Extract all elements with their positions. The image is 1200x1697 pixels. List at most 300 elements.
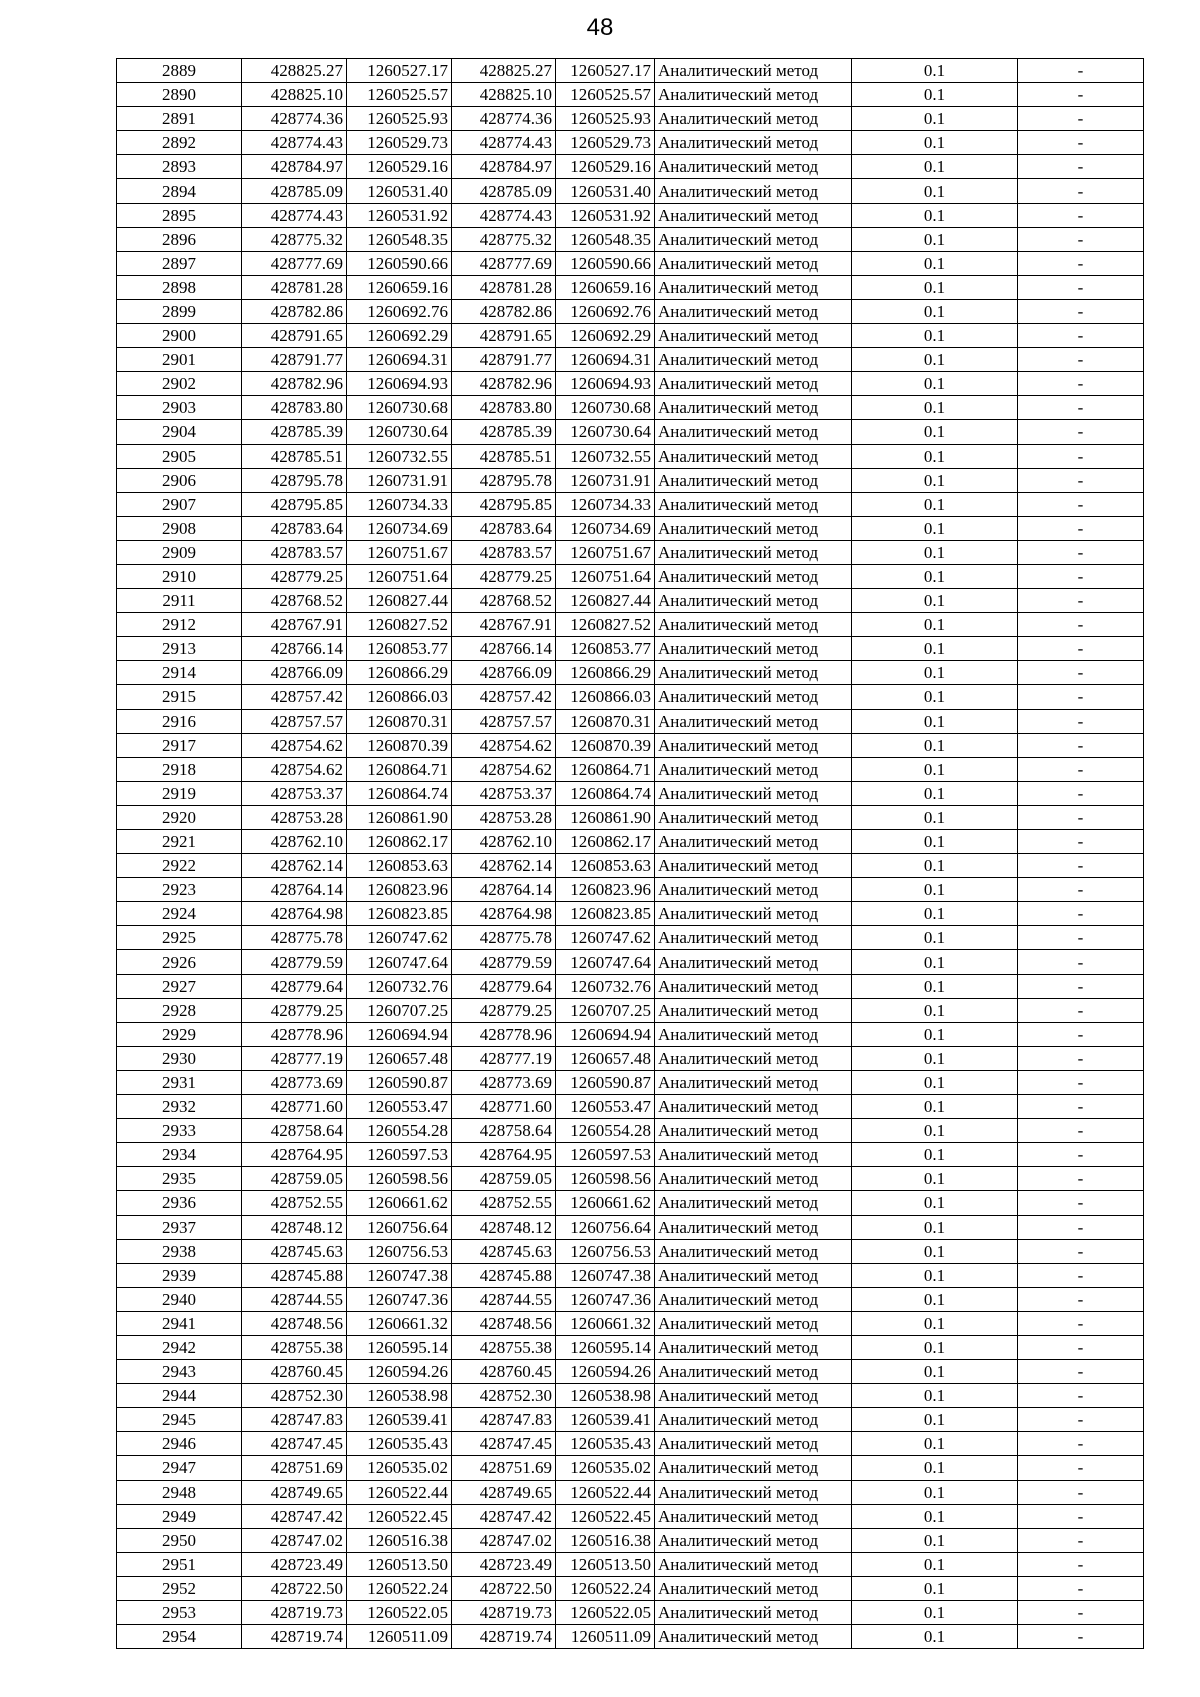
note-cell: - (1018, 516, 1144, 540)
x-coordinate-new: 428719.73 (452, 1601, 556, 1625)
point-number: 2945 (117, 1408, 242, 1432)
accuracy-cell: 0.1 (852, 854, 1018, 878)
x-coordinate: 428767.91 (242, 613, 347, 637)
x-coordinate: 428754.62 (242, 733, 347, 757)
accuracy-cell: 0.1 (852, 998, 1018, 1022)
y-coordinate: 1260864.74 (347, 781, 452, 805)
y-coordinate-new: 1260827.52 (556, 613, 655, 637)
accuracy-cell: 0.1 (852, 974, 1018, 998)
accuracy-cell: 0.1 (852, 830, 1018, 854)
table-row (117, 685, 1144, 709)
y-coordinate: 1260866.03 (347, 685, 452, 709)
point-number: 2947 (117, 1456, 242, 1480)
table-row (117, 1432, 1144, 1456)
table-row (117, 589, 1144, 613)
y-coordinate: 1260657.48 (347, 1046, 452, 1070)
x-coordinate: 428753.28 (242, 805, 347, 829)
x-coordinate: 428782.86 (242, 299, 347, 323)
method-cell: Аналитический метод (655, 1408, 852, 1432)
point-number: 2889 (117, 59, 242, 83)
y-coordinate: 1260823.96 (347, 878, 452, 902)
x-coordinate: 428774.43 (242, 131, 347, 155)
accuracy-cell: 0.1 (852, 613, 1018, 637)
y-coordinate: 1260747.64 (347, 950, 452, 974)
x-coordinate-new: 428753.28 (452, 805, 556, 829)
method-cell: Аналитический метод (655, 131, 852, 155)
method-cell: Аналитический метод (655, 324, 852, 348)
method-cell: Аналитический метод (655, 1432, 852, 1456)
note-cell: - (1018, 444, 1144, 468)
y-coordinate-new: 1260756.53 (556, 1239, 655, 1263)
accuracy-cell: 0.1 (852, 396, 1018, 420)
table-row (117, 781, 1144, 805)
accuracy-cell: 0.1 (852, 1456, 1018, 1480)
x-coordinate: 428783.80 (242, 396, 347, 420)
x-coordinate-new: 428825.10 (452, 83, 556, 107)
note-cell: - (1018, 1432, 1144, 1456)
point-number: 2932 (117, 1095, 242, 1119)
x-coordinate: 428775.78 (242, 926, 347, 950)
x-coordinate: 428785.39 (242, 420, 347, 444)
x-coordinate: 428779.25 (242, 564, 347, 588)
method-cell: Аналитический метод (655, 733, 852, 757)
x-coordinate: 428784.97 (242, 155, 347, 179)
note-cell: - (1018, 131, 1144, 155)
accuracy-cell: 0.1 (852, 1287, 1018, 1311)
y-coordinate-new: 1260823.96 (556, 878, 655, 902)
note-cell: - (1018, 878, 1144, 902)
note-cell: - (1018, 1263, 1144, 1287)
x-coordinate-new: 428747.42 (452, 1504, 556, 1528)
accuracy-cell: 0.1 (852, 275, 1018, 299)
accuracy-cell: 0.1 (852, 1143, 1018, 1167)
point-number: 2935 (117, 1167, 242, 1191)
method-cell: Аналитический метод (655, 805, 852, 829)
point-number: 2937 (117, 1215, 242, 1239)
point-number: 2891 (117, 107, 242, 131)
point-number: 2925 (117, 926, 242, 950)
x-coordinate-new: 428773.69 (452, 1070, 556, 1094)
accuracy-cell: 0.1 (852, 492, 1018, 516)
x-coordinate: 428764.98 (242, 902, 347, 926)
note-cell: - (1018, 781, 1144, 805)
x-coordinate-new: 428764.14 (452, 878, 556, 902)
y-coordinate-new: 1260853.63 (556, 854, 655, 878)
x-coordinate-new: 428779.64 (452, 974, 556, 998)
method-cell: Аналитический метод (655, 155, 852, 179)
y-coordinate: 1260823.85 (347, 902, 452, 926)
note-cell: - (1018, 396, 1144, 420)
y-coordinate: 1260525.57 (347, 83, 452, 107)
accuracy-cell: 0.1 (852, 1119, 1018, 1143)
accuracy-cell: 0.1 (852, 468, 1018, 492)
y-coordinate-new: 1260553.47 (556, 1095, 655, 1119)
point-number: 2912 (117, 613, 242, 637)
table-row (117, 131, 1144, 155)
note-cell: - (1018, 1215, 1144, 1239)
y-coordinate-new: 1260597.53 (556, 1143, 655, 1167)
y-coordinate: 1260527.17 (347, 59, 452, 83)
x-coordinate-new: 428785.09 (452, 179, 556, 203)
y-coordinate-new: 1260548.35 (556, 227, 655, 251)
accuracy-cell: 0.1 (852, 203, 1018, 227)
y-coordinate: 1260597.53 (347, 1143, 452, 1167)
y-coordinate: 1260598.56 (347, 1167, 452, 1191)
table-row (117, 902, 1144, 926)
y-coordinate: 1260535.43 (347, 1432, 452, 1456)
table-row (117, 299, 1144, 323)
x-coordinate-new: 428723.49 (452, 1552, 556, 1576)
y-coordinate: 1260732.76 (347, 974, 452, 998)
x-coordinate-new: 428755.38 (452, 1335, 556, 1359)
table-row (117, 107, 1144, 131)
y-coordinate-new: 1260525.57 (556, 83, 655, 107)
method-cell: Аналитический метод (655, 372, 852, 396)
point-number: 2899 (117, 299, 242, 323)
x-coordinate: 428723.49 (242, 1552, 347, 1576)
y-coordinate: 1260870.39 (347, 733, 452, 757)
coordinates-table (116, 58, 1144, 1649)
point-number: 2929 (117, 1022, 242, 1046)
table-row (117, 830, 1144, 854)
x-coordinate-new: 428775.78 (452, 926, 556, 950)
y-coordinate-new: 1260590.87 (556, 1070, 655, 1094)
x-coordinate-new: 428757.57 (452, 709, 556, 733)
accuracy-cell: 0.1 (852, 1335, 1018, 1359)
y-coordinate: 1260866.29 (347, 661, 452, 685)
accuracy-cell: 0.1 (852, 1408, 1018, 1432)
point-number: 2907 (117, 492, 242, 516)
x-coordinate: 428749.65 (242, 1480, 347, 1504)
accuracy-cell: 0.1 (852, 444, 1018, 468)
note-cell: - (1018, 637, 1144, 661)
x-coordinate: 428747.42 (242, 1504, 347, 1528)
x-coordinate-new: 428795.85 (452, 492, 556, 516)
x-coordinate-new: 428782.86 (452, 299, 556, 323)
note-cell: - (1018, 324, 1144, 348)
y-coordinate: 1260692.76 (347, 299, 452, 323)
point-number: 2950 (117, 1528, 242, 1552)
x-coordinate-new: 428747.45 (452, 1432, 556, 1456)
y-coordinate-new: 1260538.98 (556, 1384, 655, 1408)
accuracy-cell: 0.1 (852, 1384, 1018, 1408)
x-coordinate-new: 428779.25 (452, 998, 556, 1022)
note-cell: - (1018, 1625, 1144, 1649)
x-coordinate: 428779.59 (242, 950, 347, 974)
point-number: 2897 (117, 251, 242, 275)
note-cell: - (1018, 227, 1144, 251)
table-row (117, 1287, 1144, 1311)
y-coordinate-new: 1260866.29 (556, 661, 655, 685)
method-cell: Аналитический метод (655, 1576, 852, 1600)
method-cell: Аналитический метод (655, 1360, 852, 1384)
accuracy-cell: 0.1 (852, 685, 1018, 709)
table-row (117, 59, 1144, 83)
x-coordinate-new: 428784.97 (452, 155, 556, 179)
y-coordinate-new: 1260554.28 (556, 1119, 655, 1143)
y-coordinate-new: 1260511.09 (556, 1625, 655, 1649)
y-coordinate-new: 1260531.40 (556, 179, 655, 203)
x-coordinate-new: 428779.25 (452, 564, 556, 588)
method-cell: Аналитический метод (655, 926, 852, 950)
table-row (117, 1335, 1144, 1359)
table-row (117, 155, 1144, 179)
method-cell: Аналитический метод (655, 1119, 852, 1143)
method-cell: Аналитический метод (655, 589, 852, 613)
method-cell: Аналитический метод (655, 1456, 852, 1480)
note-cell: - (1018, 613, 1144, 637)
method-cell: Аналитический метод (655, 781, 852, 805)
method-cell: Аналитический метод (655, 1239, 852, 1263)
y-coordinate-new: 1260694.31 (556, 348, 655, 372)
x-coordinate: 428760.45 (242, 1360, 347, 1384)
y-coordinate-new: 1260535.43 (556, 1432, 655, 1456)
accuracy-cell: 0.1 (852, 155, 1018, 179)
x-coordinate-new: 428791.65 (452, 324, 556, 348)
accuracy-cell: 0.1 (852, 950, 1018, 974)
note-cell: - (1018, 709, 1144, 733)
point-number: 2917 (117, 733, 242, 757)
x-coordinate: 428758.64 (242, 1119, 347, 1143)
method-cell: Аналитический метод (655, 564, 852, 588)
accuracy-cell: 0.1 (852, 1191, 1018, 1215)
table-row (117, 372, 1144, 396)
table-row (117, 1263, 1144, 1287)
y-coordinate: 1260590.66 (347, 251, 452, 275)
table-row (117, 203, 1144, 227)
point-number: 2892 (117, 131, 242, 155)
x-coordinate: 428745.63 (242, 1239, 347, 1263)
table-row (117, 1504, 1144, 1528)
note-cell: - (1018, 757, 1144, 781)
y-coordinate-new: 1260751.67 (556, 540, 655, 564)
y-coordinate: 1260694.93 (347, 372, 452, 396)
x-coordinate: 428783.57 (242, 540, 347, 564)
point-number: 2939 (117, 1263, 242, 1287)
table-row (117, 564, 1144, 588)
note-cell: - (1018, 1239, 1144, 1263)
table-row (117, 1360, 1144, 1384)
point-number: 2919 (117, 781, 242, 805)
x-coordinate: 428777.19 (242, 1046, 347, 1070)
y-coordinate: 1260732.55 (347, 444, 452, 468)
x-coordinate-new: 428760.45 (452, 1360, 556, 1384)
table-row (117, 1239, 1144, 1263)
point-number: 2944 (117, 1384, 242, 1408)
y-coordinate-new: 1260539.41 (556, 1408, 655, 1432)
x-coordinate-new: 428745.88 (452, 1263, 556, 1287)
x-coordinate: 428748.12 (242, 1215, 347, 1239)
y-coordinate-new: 1260527.17 (556, 59, 655, 83)
y-coordinate-new: 1260747.38 (556, 1263, 655, 1287)
y-coordinate: 1260529.16 (347, 155, 452, 179)
table-row (117, 227, 1144, 251)
note-cell: - (1018, 372, 1144, 396)
accuracy-cell: 0.1 (852, 733, 1018, 757)
x-coordinate-new: 428766.14 (452, 637, 556, 661)
y-coordinate-new: 1260734.69 (556, 516, 655, 540)
point-number: 2916 (117, 709, 242, 733)
x-coordinate: 428781.28 (242, 275, 347, 299)
y-coordinate-new: 1260827.44 (556, 589, 655, 613)
accuracy-cell: 0.1 (852, 709, 1018, 733)
point-number: 2895 (117, 203, 242, 227)
note-cell: - (1018, 1046, 1144, 1070)
x-coordinate: 428762.10 (242, 830, 347, 854)
table-row (117, 757, 1144, 781)
accuracy-cell: 0.1 (852, 926, 1018, 950)
table-row (117, 1552, 1144, 1576)
y-coordinate-new: 1260513.50 (556, 1552, 655, 1576)
x-coordinate-new: 428775.32 (452, 227, 556, 251)
point-number: 2906 (117, 468, 242, 492)
y-coordinate: 1260827.44 (347, 589, 452, 613)
point-number: 2923 (117, 878, 242, 902)
x-coordinate: 428752.55 (242, 1191, 347, 1215)
point-number: 2902 (117, 372, 242, 396)
accuracy-cell: 0.1 (852, 757, 1018, 781)
table-row (117, 1070, 1144, 1094)
y-coordinate-new: 1260535.02 (556, 1456, 655, 1480)
method-cell: Аналитический метод (655, 1070, 852, 1094)
x-coordinate: 428719.74 (242, 1625, 347, 1649)
table-row (117, 83, 1144, 107)
y-coordinate-new: 1260747.62 (556, 926, 655, 950)
x-coordinate: 428795.85 (242, 492, 347, 516)
y-coordinate: 1260529.73 (347, 131, 452, 155)
x-coordinate-new: 428782.96 (452, 372, 556, 396)
x-coordinate-new: 428752.30 (452, 1384, 556, 1408)
y-coordinate-new: 1260531.92 (556, 203, 655, 227)
table-row (117, 805, 1144, 829)
note-cell: - (1018, 1095, 1144, 1119)
note-cell: - (1018, 420, 1144, 444)
note-cell: - (1018, 299, 1144, 323)
x-coordinate-new: 428747.83 (452, 1408, 556, 1432)
x-coordinate: 428762.14 (242, 854, 347, 878)
x-coordinate: 428777.69 (242, 251, 347, 275)
accuracy-cell: 0.1 (852, 1576, 1018, 1600)
method-cell: Аналитический метод (655, 661, 852, 685)
note-cell: - (1018, 1287, 1144, 1311)
accuracy-cell: 0.1 (852, 1601, 1018, 1625)
x-coordinate-new: 428745.63 (452, 1239, 556, 1263)
table-row (117, 540, 1144, 564)
y-coordinate: 1260751.64 (347, 564, 452, 588)
y-coordinate-new: 1260870.39 (556, 733, 655, 757)
x-coordinate-new: 428778.96 (452, 1022, 556, 1046)
note-cell: - (1018, 1335, 1144, 1359)
y-coordinate: 1260522.24 (347, 1576, 452, 1600)
accuracy-cell: 0.1 (852, 1311, 1018, 1335)
y-coordinate: 1260747.38 (347, 1263, 452, 1287)
x-coordinate: 428785.51 (242, 444, 347, 468)
table-row (117, 324, 1144, 348)
point-number: 2926 (117, 950, 242, 974)
point-number: 2946 (117, 1432, 242, 1456)
y-coordinate-new: 1260525.93 (556, 107, 655, 131)
x-coordinate: 428748.56 (242, 1311, 347, 1335)
x-coordinate-new: 428766.09 (452, 661, 556, 685)
y-coordinate: 1260522.44 (347, 1480, 452, 1504)
y-coordinate-new: 1260823.85 (556, 902, 655, 926)
point-number: 2905 (117, 444, 242, 468)
method-cell: Аналитический метод (655, 1625, 852, 1649)
page-number: 48 (586, 14, 614, 41)
x-coordinate-new: 428719.74 (452, 1625, 556, 1649)
x-coordinate-new: 428777.19 (452, 1046, 556, 1070)
note-cell: - (1018, 155, 1144, 179)
point-number: 2953 (117, 1601, 242, 1625)
point-number: 2908 (117, 516, 242, 540)
point-number: 2938 (117, 1239, 242, 1263)
point-number: 2918 (117, 757, 242, 781)
method-cell: Аналитический метод (655, 830, 852, 854)
x-coordinate-new: 428751.69 (452, 1456, 556, 1480)
y-coordinate-new: 1260516.38 (556, 1528, 655, 1552)
x-coordinate-new: 428754.62 (452, 733, 556, 757)
x-coordinate: 428825.10 (242, 83, 347, 107)
point-number: 2928 (117, 998, 242, 1022)
x-coordinate: 428775.32 (242, 227, 347, 251)
accuracy-cell: 0.1 (852, 179, 1018, 203)
y-coordinate-new: 1260595.14 (556, 1335, 655, 1359)
y-coordinate-new: 1260661.62 (556, 1191, 655, 1215)
x-coordinate-new: 428764.98 (452, 902, 556, 926)
method-cell: Аналитический метод (655, 83, 852, 107)
table-row (117, 468, 1144, 492)
y-coordinate: 1260734.69 (347, 516, 452, 540)
x-coordinate: 428754.62 (242, 757, 347, 781)
y-coordinate: 1260853.63 (347, 854, 452, 878)
note-cell: - (1018, 926, 1144, 950)
x-coordinate-new: 428748.56 (452, 1311, 556, 1335)
accuracy-cell: 0.1 (852, 540, 1018, 564)
table-row (117, 1095, 1144, 1119)
y-coordinate: 1260694.31 (347, 348, 452, 372)
accuracy-cell: 0.1 (852, 878, 1018, 902)
note-cell: - (1018, 203, 1144, 227)
x-coordinate: 428768.52 (242, 589, 347, 613)
point-number: 2933 (117, 1119, 242, 1143)
accuracy-cell: 0.1 (852, 1504, 1018, 1528)
y-coordinate: 1260870.31 (347, 709, 452, 733)
y-coordinate: 1260535.02 (347, 1456, 452, 1480)
y-coordinate-new: 1260522.24 (556, 1576, 655, 1600)
x-coordinate-new: 428777.69 (452, 251, 556, 275)
accuracy-cell: 0.1 (852, 372, 1018, 396)
x-coordinate: 428774.43 (242, 203, 347, 227)
method-cell: Аналитический метод (655, 396, 852, 420)
note-cell: - (1018, 468, 1144, 492)
x-coordinate-new: 428768.52 (452, 589, 556, 613)
y-coordinate-new: 1260522.45 (556, 1504, 655, 1528)
y-coordinate-new: 1260864.74 (556, 781, 655, 805)
method-cell: Аналитический метод (655, 1384, 852, 1408)
note-cell: - (1018, 1576, 1144, 1600)
note-cell: - (1018, 1601, 1144, 1625)
method-cell: Аналитический метод (655, 1504, 852, 1528)
point-number: 2920 (117, 805, 242, 829)
note-cell: - (1018, 830, 1144, 854)
y-coordinate-new: 1260870.31 (556, 709, 655, 733)
method-cell: Аналитический метод (655, 468, 852, 492)
x-coordinate: 428779.64 (242, 974, 347, 998)
note-cell: - (1018, 251, 1144, 275)
point-number: 2941 (117, 1311, 242, 1335)
accuracy-cell: 0.1 (852, 299, 1018, 323)
table-row (117, 1528, 1144, 1552)
